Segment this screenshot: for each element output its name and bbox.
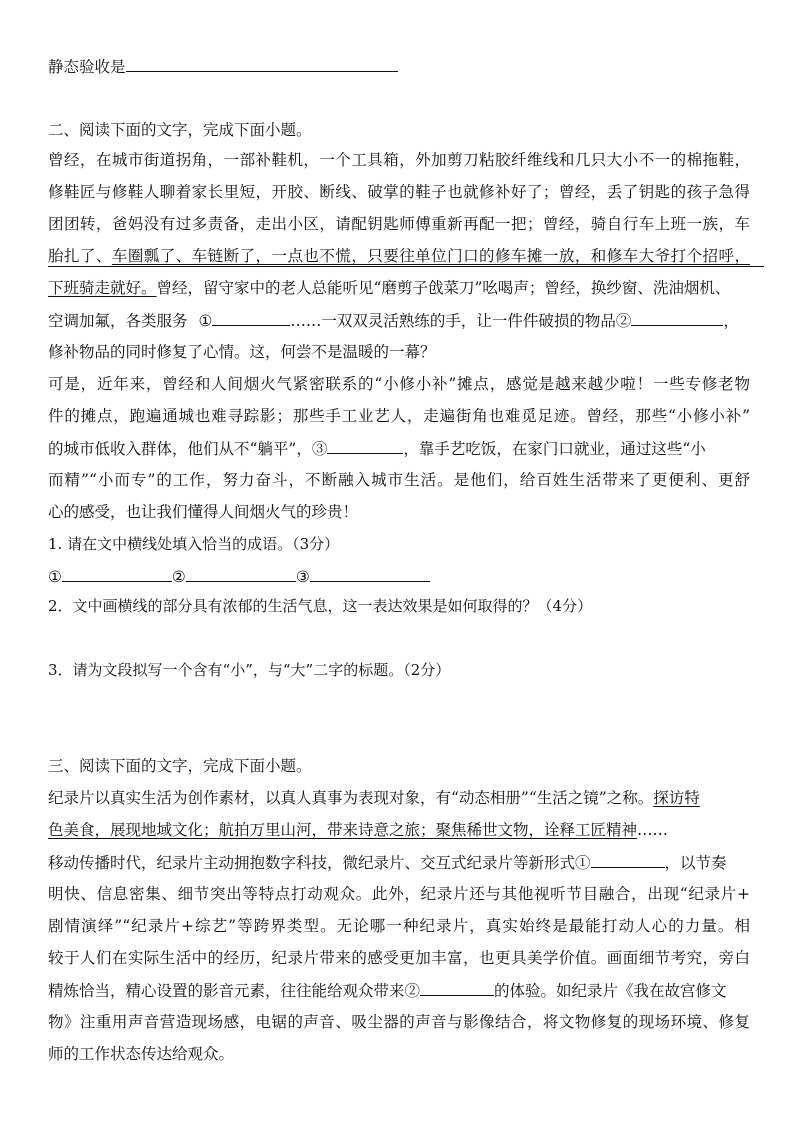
- passage2-line-2: 修鞋匠与修鞋人聊着家长里短，开胶、断线、破掌的鞋子也就修补好了；曾经，丢了钥匙的孩子急得: [48, 183, 750, 201]
- passage2-line-4-start: 胎扎了、: [48, 247, 112, 265]
- q1-blank-3-marker: ③: [295, 568, 310, 586]
- q1-blank-2[interactable]: [186, 566, 296, 582]
- passage2-line-6-text: 空调加氟，各类服务: [48, 312, 188, 330]
- passage2-line-10: [48, 438, 706, 459]
- passage2-line-5-rest: 曾经，留守家中的老人总能听见“磨剪子戗菜刀”吆喝声；曾经，换纱窗、洗油烟机、: [156, 279, 731, 297]
- passage3-line-7: [48, 980, 727, 1001]
- passage3-underlined-start: 探访特: [653, 789, 700, 807]
- q1-blank-2-marker: ②: [171, 568, 186, 586]
- passage2-line-4: [48, 246, 750, 266]
- passage2-line-1: 曾经，在城市街道拐角，一部补鞋机，一个工具箱，外加剪刀粘胶纤维线和几只大小不一的棉拖鞋，: [48, 151, 750, 169]
- s3-blank-2-marker: ②: [404, 982, 421, 1000]
- static-acceptance-label: 静态验收是: [48, 58, 126, 76]
- static-acceptance-line: [48, 56, 398, 77]
- passage3-line-1: [48, 788, 700, 808]
- question-1: 1. 请在文中横线处填入恰当的成语。（3分）: [48, 535, 340, 553]
- passage2-line-10-rest: ，靠手艺吃饭，在家门口就业，通过这些“小: [403, 440, 706, 458]
- s3-blank-2[interactable]: [420, 980, 494, 996]
- passage2-line-10-text: 的城市低收入群体，他们从不“躺平”，: [48, 440, 312, 458]
- underlined-text: 车圈瓢了、车链断了，一点也不慌，只要往单位门口的修车摊一放，和修车大爷打个招呼，: [111, 247, 750, 265]
- passage3-line-6: 较于人们在实际生活中的经历，纪录片带来的感受更加丰富，也更具美学价值。画面细节考究，旁白: [48, 949, 750, 967]
- passage2-line-11: 而精”“小而专”的工作，努力奋斗，不断融入城市生活。是他们，给百姓生活带来了更便利、更舒: [48, 471, 750, 489]
- section3-heading: 三、阅读下面的文字，完成下面小题。: [48, 757, 312, 775]
- passage2-line-6: 空调加氟，各类服务 ① ……一双双灵活熟练的手，让一件件破损的物品② ，: [48, 312, 739, 330]
- passage3-line-8: 物》注重用声音营造现场感，电锯的声音、吸尘器的声音与影像结合，将文物修复的现场环境、修复: [48, 1013, 750, 1031]
- passage2-line-6-mid: ……一双双灵活熟练的手，让一件件破损的物品: [290, 312, 616, 330]
- passage3-line-7-rest: 的体验。如纪录片《我在故宫修文: [494, 982, 727, 1000]
- blank-1-marker: ①: [198, 312, 213, 330]
- s3-blank-1[interactable]: [591, 852, 665, 868]
- passage2-line-8: 可是，近年来，曾经和人间烟火气紧密联系的“小修小补”摊点，感觉是越来越少啦！一些专修老物: [48, 375, 750, 393]
- underline-rule: [48, 266, 764, 267]
- passage2-line-5: [48, 278, 730, 298]
- passage2-line-12: 心的感受，也让我们懂得人间烟火气的珍贵！: [48, 503, 359, 521]
- passage2-line-9: 件的摊点，跑遍通城也难寻踪影；那些手工业艺人，走遍街角也难觅足迹。曾经，那些“小修小补”: [48, 407, 750, 425]
- passage3-underlined-text: 色美食，展现地域文化；航拍万里山河，带来诗意之旅；聚焦稀世文物，诠释工匠精神: [48, 821, 638, 839]
- question-3: 3．请为文段拟写一个含有“小”，与“大”二字的标题。（2分）: [48, 661, 451, 679]
- passage3-line-4: 明快、信息密集、细节突出等特点打动观众。此外，纪录片还与其他视听节目融合，出现“纪录片+: [48, 885, 750, 903]
- blank-3[interactable]: [327, 438, 403, 454]
- passage3-line-1-text: 纪录片以真实生活为创作素材，以真人真事为表现对象，有“动态相册”“生活之镜”之称。: [48, 789, 654, 807]
- passage3-line-9: 师的工作状态传达给观众。: [48, 1045, 235, 1063]
- passage2-line-3: 团团转，爸妈没有过多责备，走出小区，请配钥匙师傅重新再配一把；曾经，骑自行车上班一族，车: [48, 215, 750, 233]
- passage3-line-2-tail: ……: [637, 821, 669, 839]
- q1-blank-1-marker: ①: [48, 568, 62, 586]
- underlined-text-end: 下班骑走就好。: [48, 279, 157, 297]
- blank-2-marker: ②: [615, 312, 632, 330]
- passage3-line-3: [48, 852, 727, 873]
- passage3-line-2: [48, 820, 668, 840]
- blank-2[interactable]: [631, 310, 723, 326]
- section2-heading: 二、阅读下面的文字，完成下面小题。: [48, 121, 312, 139]
- blank-1[interactable]: [212, 310, 290, 326]
- answer-blank[interactable]: [126, 56, 398, 72]
- s3-blank-1-marker: ①: [575, 854, 591, 872]
- passage3-line-3-text: 移动传播时代，纪录片主动拥抱数字科技，微纪录片、交互式纪录片等新形式: [48, 854, 576, 872]
- q1-blank-3[interactable]: [310, 566, 430, 582]
- passage2-line-7: 修补物品的同时修复了心情。这，何尝不是温暖的一幕？: [48, 343, 436, 361]
- question-2: 2．文中画横线的部分具有浓郁的生活气息，这一表达效果是如何取得的？（4分）: [48, 597, 593, 615]
- passage3-line-5: 剧情演绎”“纪录片+综艺”等跨界类型。无论哪一种纪录片，真实始终是最能打动人心的力量。相: [48, 917, 750, 935]
- passage3-line-7-text: 精炼恰当，精心设置的影音元素，往往能给观众带来: [48, 982, 405, 1000]
- q1-blank-1[interactable]: [62, 566, 172, 582]
- passage3-line-3-rest: ，以节奏: [664, 854, 727, 872]
- blank-3-marker: ③: [311, 440, 328, 458]
- question-1-answer-blanks: [48, 566, 430, 587]
